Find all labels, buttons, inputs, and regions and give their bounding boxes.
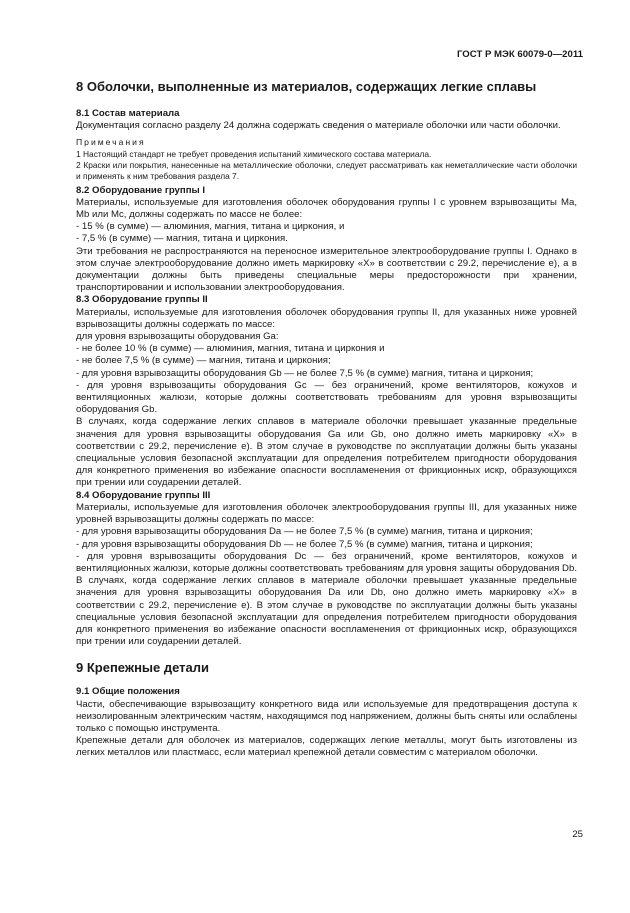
paragraph: Части, обеспечивающие взрывозащиту конкретного вида или используемые для предотвращения доступа к неизолированным электрическим частям, находящимся под напряжением, должны быть сняты или ослаблены только с помощью инструмента. [76, 698, 577, 734]
note-1: 1 Настоящий стандарт не требует проведения испытаний химического состава материала. [76, 148, 432, 159]
standard-number: ГОСТ Р МЭК 60079-0—2011 [456, 49, 583, 60]
paragraph: для уровня взрывозащиты оборудования Ga: [76, 331, 279, 343]
subsection-8-1-title: 8.1 Состав материала [76, 108, 180, 119]
subsection-9-1-title: 9.1 Общие положения [76, 686, 180, 698]
list-item: - для уровня взрывозащиты оборудования Db — не более 7,5 % (в сумме) магния, титана и циркония; [76, 538, 533, 550]
list-item: - для уровня взрывозащиты оборудования Dc — без ограничений, кроме вентиляторов, кожухов и вентиляционных жалюзи, которые должны соответствовать требованиям для уровня защиты оборудования Db. [76, 550, 577, 574]
paragraph-text: Документация согласно разделу 24 должна содержать сведения о материале оболочки или части оболочки. [76, 120, 561, 132]
paragraph: Эти требования не распространяются на переносное измерительное электрооборудование группы I. Однако в этом случае электрооборудование должно иметь маркировку «X» в соответствии с 29.2, перечисление е), а в документации должны быть приведены специальные меры предосторожности при хранении, транспортировании и использовании электрооборудования. [76, 245, 577, 294]
subsection-8-3 [76, 294, 577, 489]
subsection-8-3-title: 8.3 Оборудование группы II [76, 294, 208, 306]
list-item: - для уровня взрывозащиты оборудования Gc — без ограничений, кроме вентиляторов, кожухов и вентиляционных жалюзи, которые должны соответствовать требованиям для уровня взрывозащиты оборудования Gb. [76, 379, 577, 416]
subsection-8-2 [76, 185, 577, 295]
paragraph [76, 120, 577, 132]
list-item: - для уровня взрывозащиты оборудования Gb — не более 7,5 % (в сумме) магния, титана и циркония; [76, 367, 534, 379]
note-2: 2 Краски или покрытия, нанесенные на металлические оболочки, следует рассматривать как неметаллические части оболочки и применять к ним требования раздела 7. [76, 159, 577, 181]
notes-heading: Примечания [76, 137, 146, 148]
paragraph: Крепежные детали для оболочек из материалов, содержащих легкие металлы, могут быть изготовлены из легких металлов или пластмасс, если материал крепежной детали совместим с материалом оболочки. [76, 735, 577, 759]
list-item: - не более 7,5 % (в сумме) — магния, титана и циркония; [76, 355, 331, 367]
list-item: - для уровня взрывозащиты оборудования Da — не более 7,5 % (в сумме) магния, титана и циркония; [76, 526, 533, 538]
subsection-8-2-title: 8.2 Оборудование группы I [76, 184, 206, 196]
subsection-9-1 [76, 686, 577, 759]
list-item: - 15 % (в сумме) — алюминия, магния, титана и циркония, и [76, 221, 345, 233]
page-number: 25 [572, 829, 583, 840]
section-8-title: 8 Оболочки, выполненные из материалов, содержащих легкие сплавы [76, 79, 537, 94]
list-item: - не более 10 % (в сумме) — алюминия, магния, титана и циркония и [76, 343, 385, 355]
list-item: - 7,5 % (в сумме) — магния, титана и циркония. [76, 233, 288, 245]
section-9-title: 9 Крепежные детали [76, 660, 210, 676]
subsection-8-4 [76, 490, 577, 649]
subsection-8-1 [76, 108, 577, 182]
paragraph: Материалы, используемые для изготовления оболочек оборудования группы II, для указанных ниже уровней взрывозащиты должны содержать по массе: [76, 306, 577, 330]
subsection-8-4-title: 8.4 Оборудование группы III [76, 489, 211, 501]
paragraph: Материалы, используемые для изготовления оболочек электрооборудования группы III, для указанных ниже уровней взрывозащиты должны содержать по массе: [76, 501, 577, 526]
paragraph: В случаях, когда содержание легких сплавов в материале оболочки превышает указанные предельные значения для уровня взрывозащиты оборудования Da или Db, оно должно иметь маркировку «X» в соответствии с 29.2, перечисление е). В этом случае в руководстве по эксплуатации должны быть указаны специальные условия безопасной эксплуатации для определения потребителем пригодности оборудования для конкретного применения во избежание опасности воспламенения от фрикционных искр, образующихся при трении или соударении деталей. [76, 575, 577, 648]
paragraph: Материалы, используемые для изготовления оболочек оборудования группы I с уровнем взрывозащиты Ma, Mb или Mc, должны содержать по массе не более: [76, 196, 577, 221]
paragraph: В случаях, когда содержание легких сплавов в материале оболочки превышает указанные предельные значения для уровня взрывозащиты оборудования Ga или Gb, оно должно иметь маркировку «X» в соответствии с 29.2, перечисление е). В этом случае в руководстве по эксплуатации должны быть указаны специальные условия безопасной эксплуатации для определения потребителем пригодности оборудования для конкретного применения во избежание опасности воспламенения от фрикционных искр, образующихся при трении или соударении деталей. [76, 416, 577, 489]
